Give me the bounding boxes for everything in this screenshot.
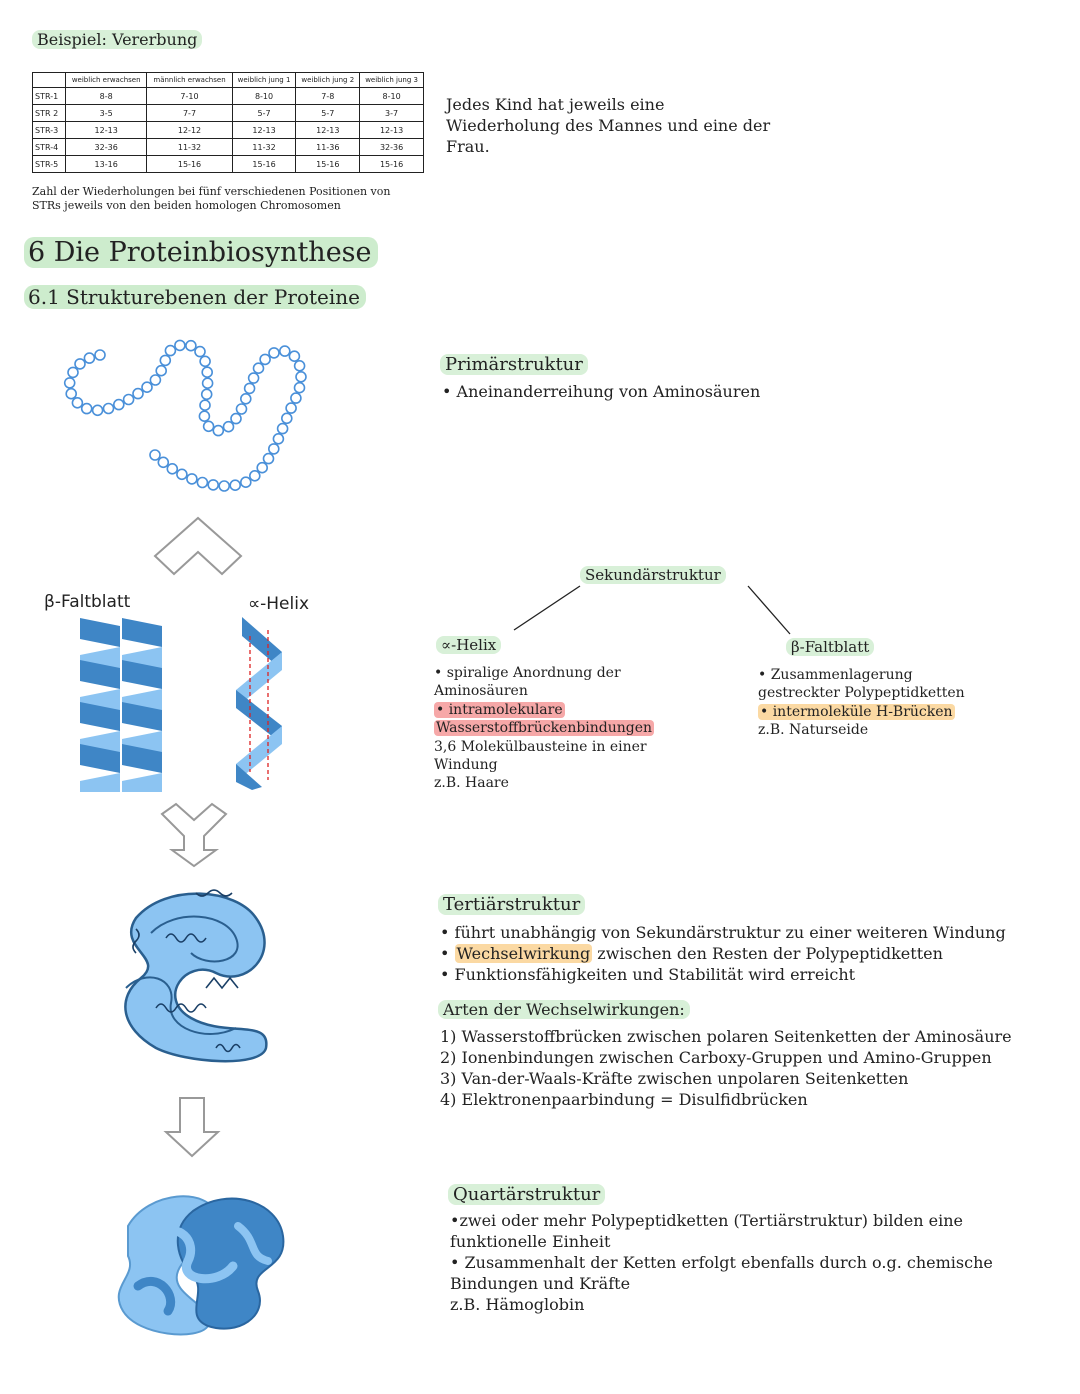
- amino-acid-bead: [177, 469, 187, 479]
- list-item: • führt unabhängig von Sekundärstruktur zu einer weiteren Windung: [440, 923, 1006, 942]
- amino-acid-bead: [273, 434, 283, 444]
- table-row: [33, 139, 424, 156]
- amino-acid-bead: [68, 367, 78, 377]
- amino-acid-bead: [237, 404, 247, 414]
- amino-acid-bead: [65, 378, 75, 388]
- amino-acid-bead: [264, 454, 274, 464]
- amino-acid-bead: [95, 350, 105, 360]
- helix-title: ∝-Helix: [436, 636, 501, 654]
- section-title: 6.1 Strukturebenen der Proteine: [24, 285, 366, 309]
- beta-strand-segment: [80, 618, 120, 647]
- table-caption: Zahl der Wiederholungen bei fünf verschiedenen Positionen von STRs jeweils von den beiden homologen Chromosomen: [32, 185, 391, 212]
- amino-acid-bead: [219, 481, 229, 491]
- table-row: [33, 105, 424, 122]
- amino-acid-bead: [278, 424, 288, 434]
- row-label: STR-5: [33, 156, 66, 173]
- amino-acid-bead: [150, 375, 160, 385]
- amino-acid-bead: [282, 413, 292, 423]
- table-row: [33, 156, 424, 173]
- amino-acid-bead: [213, 426, 223, 436]
- list-item: • Funktionsfähigkeiten und Stabilität wird erreicht: [440, 965, 856, 984]
- table-cell: 8-8: [66, 88, 147, 105]
- column-header: weiblich erwachsen: [66, 73, 147, 88]
- tertiary-structure-figure: [96, 878, 286, 1068]
- merge-arrow-icon: [158, 800, 230, 868]
- amino-acid-bead: [199, 411, 209, 421]
- quaternary-description: •zwei oder mehr Polypeptidketten (Tertiärstruktur) bilden eine funktionelle Einheit • Zusammenhalt der Ketten erfolgt ebenfalls durch o.g. chemische Bindungen und Kräfte z.B. Hämoglobin: [450, 1211, 993, 1314]
- amino-acid-bead: [202, 389, 212, 399]
- quaternary-title: Quartärstruktur: [448, 1184, 605, 1205]
- amino-acid-bead: [93, 405, 103, 415]
- faltblatt-description: • Zusammenlagerung gestreckter Polypeptidketten • intermoleküle H-Brücken z.B. Naturseide: [758, 667, 965, 739]
- table-cell: 3-7: [360, 105, 424, 122]
- table-cell: 15-16: [147, 156, 232, 173]
- chapter-title: 6 Die Proteinbiosynthese: [24, 237, 378, 268]
- amino-acid-bead: [165, 346, 175, 356]
- tertiary-title: Tertiärstruktur: [438, 894, 585, 915]
- amino-acid-chain: [65, 340, 306, 491]
- table-cell: 7-10: [147, 88, 232, 105]
- table-cell: 5-7: [232, 105, 296, 122]
- table-cell: 13-16: [66, 156, 147, 173]
- table-cell: 32-36: [360, 139, 424, 156]
- chevron-up-icon: [150, 512, 246, 576]
- amino-acid-bead: [241, 394, 251, 404]
- amino-acid-bead: [230, 480, 240, 490]
- amino-acid-bead: [200, 356, 210, 366]
- table-cell: 11-36: [296, 139, 360, 156]
- table-cell: 8-10: [360, 88, 424, 105]
- primary-title: Primärstruktur: [440, 354, 588, 375]
- helix-figure-label: ∝-Helix: [248, 594, 310, 614]
- list-item: 1) Wasserstoffbrücken zwischen polaren Seitenketten der Aminosäure: [440, 1027, 1012, 1046]
- amino-acid-bead: [286, 403, 296, 413]
- faltblatt-figure-label: β-Faltblatt: [44, 592, 131, 612]
- amino-acid-bead: [295, 383, 305, 393]
- amino-acid-bead: [66, 389, 76, 399]
- amino-acid-bead: [114, 400, 124, 410]
- table-cell: 3-5: [66, 105, 147, 122]
- primary-structure-figure: [60, 330, 330, 500]
- table-cell: 11-32: [232, 139, 296, 156]
- table-cell: 32-36: [66, 139, 147, 156]
- table-cell: 12-13: [360, 122, 424, 139]
- amino-acid-bead: [175, 340, 185, 350]
- amino-acid-bead: [195, 347, 205, 357]
- table-cell: 12-13: [296, 122, 360, 139]
- faltblatt-title: β-Faltblatt: [786, 638, 874, 656]
- amino-acid-bead: [156, 366, 166, 376]
- row-label: STR 2: [33, 105, 66, 122]
- column-header: männlich erwachsen: [147, 73, 232, 88]
- beta-strand-segment: [122, 618, 162, 647]
- amino-acid-bead: [75, 359, 85, 369]
- primary-bullet: • Aneinanderreihung von Aminosäuren: [442, 382, 761, 401]
- alpha-helix-figure: [222, 612, 292, 792]
- list-item: 2) Ionenbindungen zwischen Carboxy-Gruppen und Amino-Gruppen: [440, 1048, 992, 1067]
- list-item: 4) Elektronenpaarbindung = Disulfidbrücken: [440, 1090, 808, 1109]
- amino-acid-bead: [280, 346, 290, 356]
- amino-acid-bead: [82, 404, 92, 414]
- amino-acid-bead: [158, 457, 168, 467]
- row-label: STR-4: [33, 139, 66, 156]
- amino-acid-bead: [197, 478, 207, 488]
- amino-acid-bead: [104, 404, 114, 414]
- amino-acid-bead: [204, 421, 214, 431]
- row-label: STR-3: [33, 122, 66, 139]
- amino-acid-bead: [231, 414, 241, 424]
- amino-acid-bead: [202, 367, 212, 377]
- beta-strand-segment: [122, 773, 162, 792]
- beta-sheet-figure: [70, 612, 180, 792]
- tertiary-bullets: [440, 922, 1070, 985]
- amino-acid-bead: [295, 361, 305, 371]
- amino-acid-bead: [160, 355, 170, 365]
- interaction-types-title: Arten der Wechselwirkungen:: [438, 1000, 690, 1019]
- amino-acid-bead: [200, 400, 210, 410]
- amino-acid-bead: [260, 354, 270, 364]
- arrow-down-icon: [162, 1094, 222, 1160]
- amino-acid-bead: [250, 471, 260, 481]
- list-item: • Wechselwirkung zwischen den Resten der Polypeptidketten: [440, 944, 943, 963]
- list-item: 3) Van-der-Waals-Kräfte zwischen unpolaren Seitenketten: [440, 1069, 909, 1088]
- amino-acid-bead: [269, 444, 279, 454]
- secondary-title: Sekundärstruktur: [580, 566, 726, 584]
- amino-acid-bead: [254, 363, 264, 373]
- amino-acid-bead: [245, 383, 255, 393]
- beta-strand-segment: [80, 773, 120, 792]
- amino-acid-bead: [269, 348, 279, 358]
- table-cell: 12-13: [232, 122, 296, 139]
- table-cell: 12-13: [66, 122, 147, 139]
- column-header: weiblich jung 2: [296, 73, 360, 88]
- interaction-types-list: [440, 1026, 1070, 1110]
- amino-acid-bead: [72, 398, 82, 408]
- amino-acid-bead: [150, 450, 160, 460]
- table-cell: 8-10: [232, 88, 296, 105]
- helix-description: • spiralige Anordnung der Aminosäuren • intramolekulare Wasserstoffbrückenbindungen 3,6 Molekülbausteine in einer Windung z.B. Haare: [434, 665, 653, 792]
- table-header-row: [33, 73, 424, 88]
- amino-acid-bead: [224, 422, 234, 432]
- table-cell: 12-12: [147, 122, 232, 139]
- table-cell: 7-8: [296, 88, 360, 105]
- row-label: STR-1: [33, 88, 66, 105]
- amino-acid-bead: [203, 378, 213, 388]
- amino-acid-bead: [142, 382, 152, 392]
- amino-acid-bead: [249, 373, 259, 383]
- amino-acid-bead: [84, 353, 94, 363]
- amino-acid-bead: [257, 463, 267, 473]
- table-row: [33, 122, 424, 139]
- table-row: [33, 88, 424, 105]
- amino-acid-bead: [289, 351, 299, 361]
- table-cell: 15-16: [232, 156, 296, 173]
- amino-acid-bead: [186, 341, 196, 351]
- table-cell: 7-7: [147, 105, 232, 122]
- table-cell: 15-16: [360, 156, 424, 173]
- column-header: weiblich jung 3: [360, 73, 424, 88]
- secondary-tree-lines: [500, 584, 800, 644]
- table-cell: 11-32: [147, 139, 232, 156]
- example-heading: Beispiel: Vererbung: [32, 30, 202, 49]
- amino-acid-bead: [187, 474, 197, 484]
- amino-acid-bead: [291, 393, 301, 403]
- amino-acid-bead: [124, 395, 134, 405]
- amino-acid-bead: [133, 389, 143, 399]
- amino-acid-bead: [241, 477, 251, 487]
- amino-acid-bead: [296, 372, 306, 382]
- amino-acid-bead: [167, 464, 177, 474]
- str-table: [32, 72, 424, 173]
- table-cell: 5-7: [296, 105, 360, 122]
- quaternary-structure-figure: [98, 1186, 298, 1336]
- beta-sheet-strands: [80, 618, 162, 792]
- column-header: weiblich jung 1: [232, 73, 296, 88]
- inheritance-note: Jedes Kind hat jeweils eine Wiederholung des Mannes und eine der Frau.: [446, 95, 771, 156]
- amino-acid-bead: [208, 480, 218, 490]
- table-cell: 15-16: [296, 156, 360, 173]
